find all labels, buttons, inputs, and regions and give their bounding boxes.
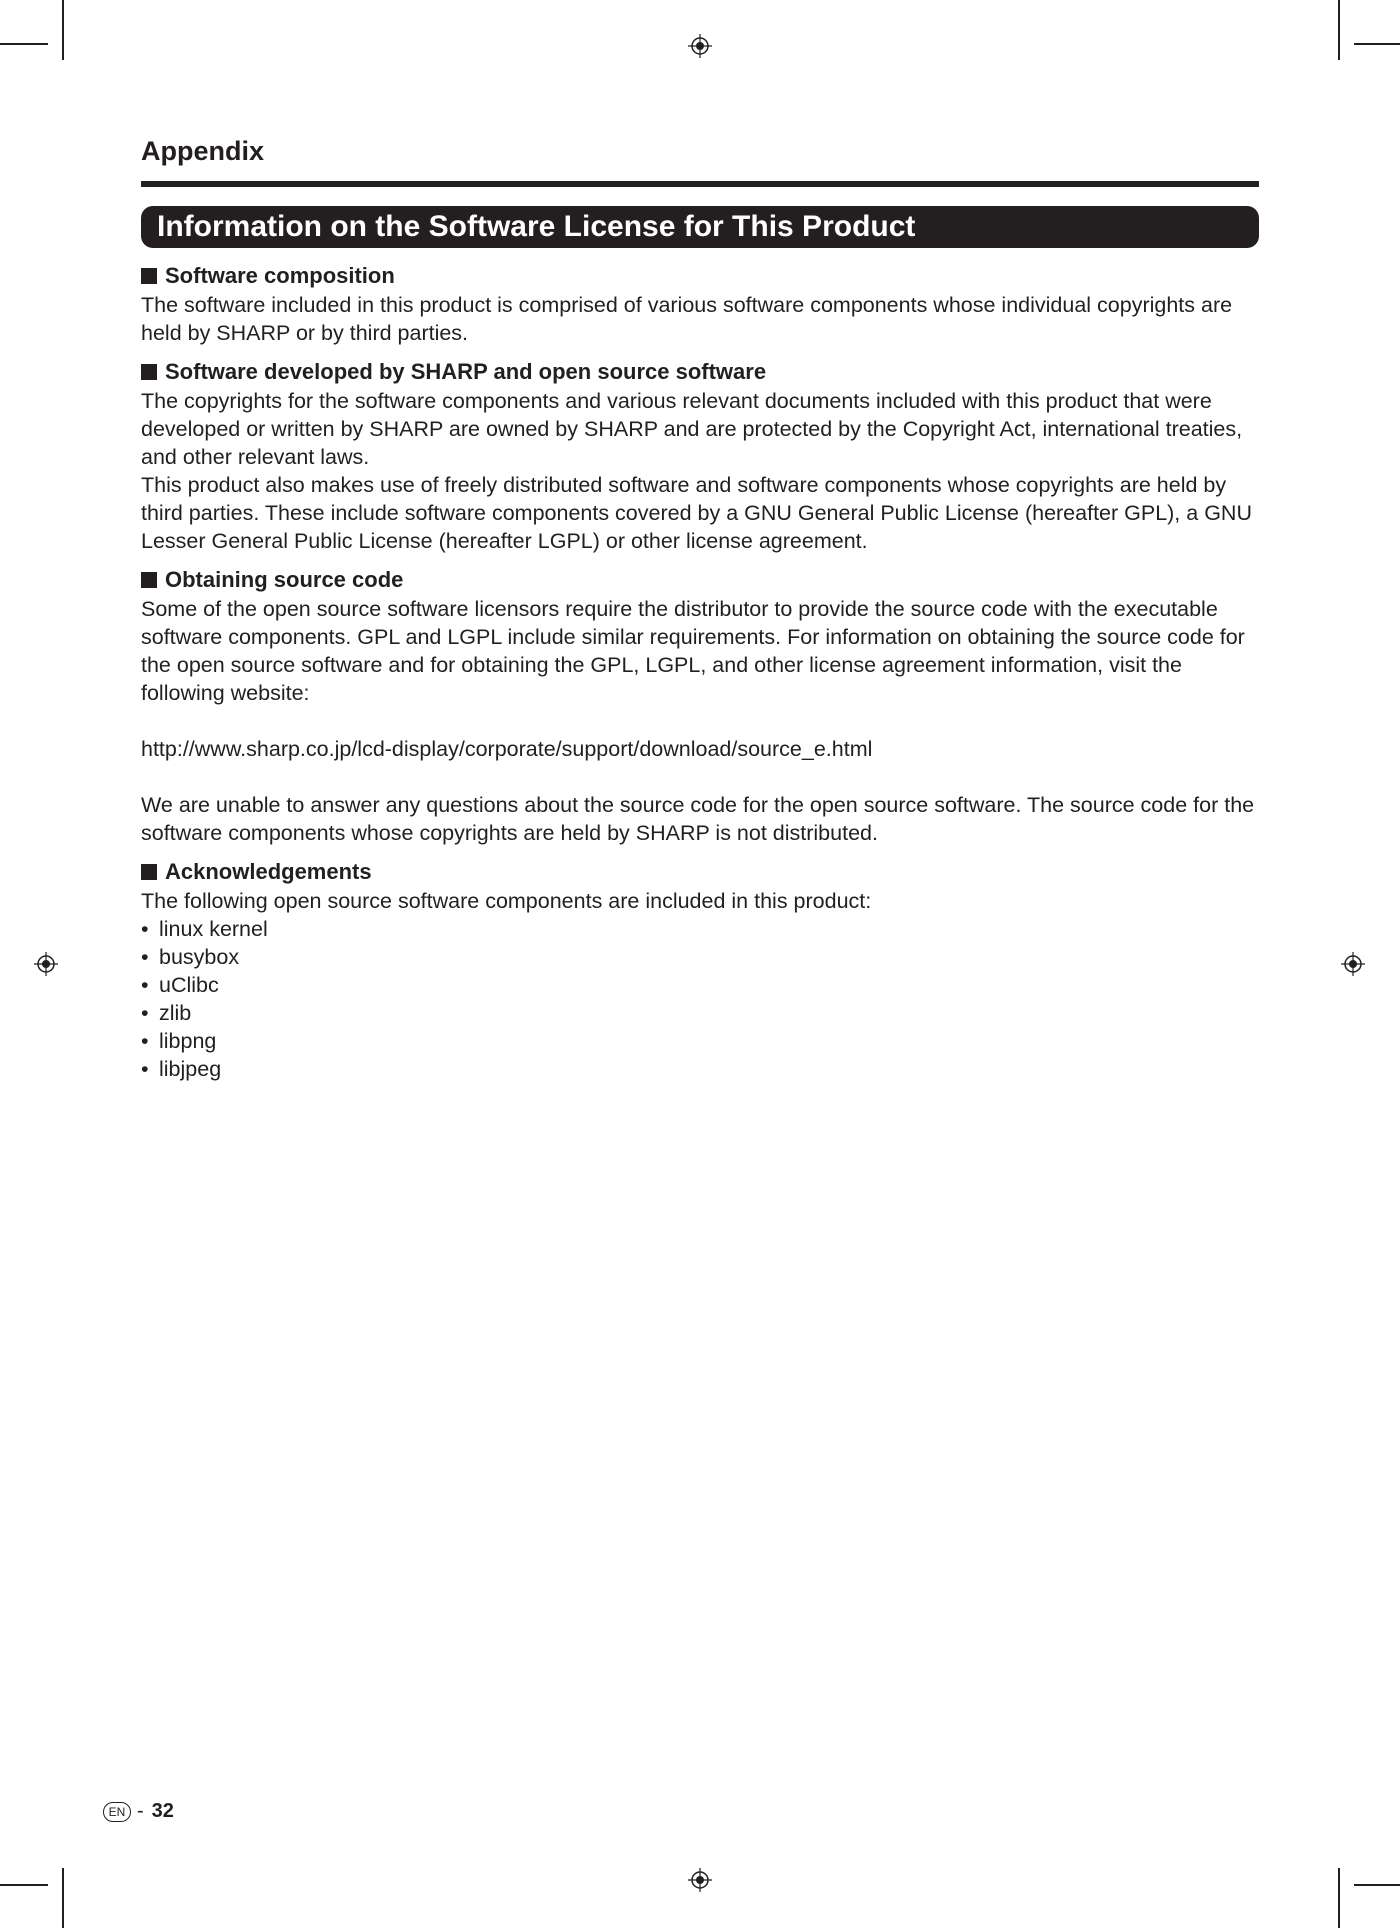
- page-number: 32: [151, 1800, 174, 1822]
- registration-mark-icon: [688, 1868, 712, 1892]
- paragraph: We are unable to answer any questions about the source code for the open source software. The source code for the software components whose copyrights are held by SHARP is not distributed.: [141, 793, 1255, 845]
- bullet-icon: •: [141, 1057, 149, 1081]
- crop-mark: [62, 1868, 64, 1928]
- component-list: [141, 915, 1265, 1083]
- bullet-icon: •: [141, 1029, 149, 1053]
- square-bullet-icon: [141, 268, 157, 284]
- registration-mark-icon: [1341, 952, 1365, 976]
- square-bullet-icon: [141, 864, 157, 880]
- list-item: • linux kernel: [141, 917, 268, 941]
- crop-mark: [1354, 1884, 1400, 1886]
- section-acknowledgements: [141, 857, 1265, 1083]
- paragraph: The copyrights for the software components and various relevant documents included with this product that were developed or written by SHARP are owned by SHARP and are protected by the Copyright Act, international treaties, and other relevant laws.: [141, 389, 1243, 469]
- crop-mark: [1338, 0, 1340, 60]
- bullet-icon: •: [141, 945, 149, 969]
- page-title: Information on the Software License for This Product: [157, 210, 916, 243]
- bullet-icon: •: [141, 917, 149, 941]
- crop-mark: [62, 0, 64, 60]
- square-bullet-icon: [141, 364, 157, 380]
- paragraph: The software included in this product is comprised of various software components whose individual copyrights are held by SHARP or by third parties.: [141, 293, 1233, 345]
- section-heading: Appendix: [141, 136, 265, 166]
- bullet-icon: •: [141, 1001, 149, 1025]
- title-bar: [141, 206, 1259, 248]
- crop-mark: [1354, 43, 1400, 45]
- paragraph: This product also makes use of freely distributed software and software components whose copyrights are held by third parties. These include software components covered by a GNU General Public License (hereafter GPL), a GNU Lesser General Public License (hereafter LGPL) or other license agreement.: [141, 473, 1252, 553]
- crop-mark: [0, 43, 48, 45]
- crop-mark: [0, 1884, 48, 1886]
- language-badge: EN: [103, 1802, 131, 1822]
- list-item: • uClibc: [141, 973, 219, 997]
- bullet-icon: •: [141, 973, 149, 997]
- section-source: [141, 565, 1265, 847]
- subheading: Acknowledgements: [141, 857, 1265, 887]
- subheading: Software composition: [141, 261, 1265, 291]
- heading-rule: [141, 181, 1259, 187]
- paragraph: The following open source software components are included in this product:: [141, 889, 872, 913]
- source-url[interactable]: http://www.sharp.co.jp/lcd-display/corporate/support/download/source_e.html: [141, 737, 873, 761]
- paragraph: Some of the open source software licensors require the distributor to provide the source code with the executable software components. GPL and LGPL include similar requirements. For information on obtaining the source code for the open source software and for obtaining the GPL, LGPL, and other license agreement information, visit the following website:: [141, 597, 1245, 705]
- section-composition: [141, 261, 1265, 347]
- list-item: • zlib: [141, 1001, 192, 1025]
- page-footer: EN - 32: [103, 1800, 174, 1823]
- list-item: • libpng: [141, 1029, 217, 1053]
- registration-mark-icon: [688, 34, 712, 58]
- square-bullet-icon: [141, 572, 157, 588]
- section-developed: [141, 357, 1265, 555]
- list-item: • busybox: [141, 945, 240, 969]
- crop-mark: [1338, 1868, 1340, 1928]
- registration-mark-icon: [34, 952, 58, 976]
- subheading: Software developed by SHARP and open source software: [141, 357, 1265, 387]
- subheading: Obtaining source code: [141, 565, 1265, 595]
- list-item: • libjpeg: [141, 1057, 222, 1081]
- content: [141, 261, 1265, 1093]
